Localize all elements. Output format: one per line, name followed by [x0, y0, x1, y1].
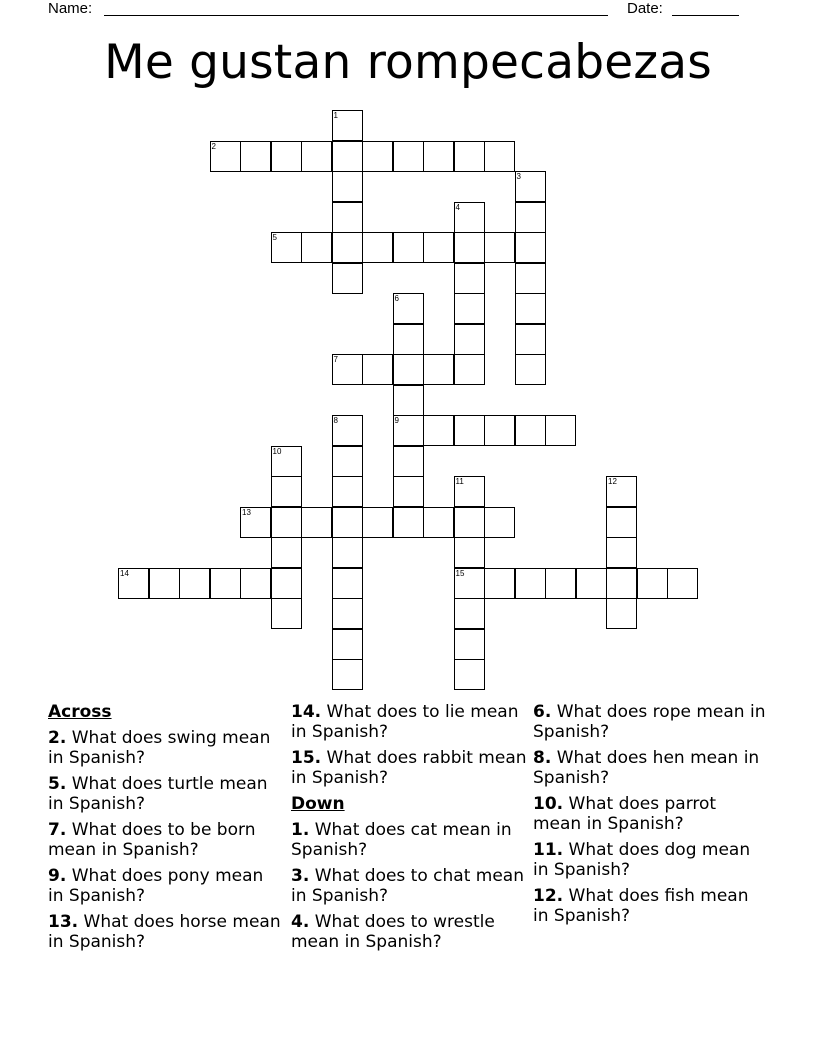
- grid-cell[interactable]: [362, 354, 393, 385]
- across-clue: [48, 728, 284, 768]
- grid-cell[interactable]: [149, 568, 180, 599]
- grid-cell[interactable]: [454, 629, 485, 660]
- grid-cell[interactable]: [606, 598, 637, 629]
- grid-cell[interactable]: [332, 537, 363, 568]
- down-clue: [533, 748, 769, 788]
- grid-cell[interactable]: [545, 568, 576, 599]
- clue-column-2: [291, 702, 527, 958]
- grid-cell[interactable]: [210, 141, 241, 172]
- grid-cell[interactable]: [332, 263, 363, 294]
- grid-cell[interactable]: [667, 568, 698, 599]
- grid-cell[interactable]: [484, 415, 515, 446]
- grid-cell[interactable]: [515, 415, 546, 446]
- grid-cell[interactable]: [393, 415, 424, 446]
- clue-number: 12.: [533, 886, 564, 906]
- cell-number: 6: [394, 294, 399, 303]
- grid-cell[interactable]: [271, 537, 302, 568]
- grid-cell[interactable]: [454, 659, 485, 690]
- name-label-text: Name:: [48, 0, 93, 17]
- clue-text: What does cat mean in Spanish?: [291, 820, 512, 860]
- grid-cell[interactable]: [332, 202, 363, 233]
- grid-cell[interactable]: [393, 354, 424, 385]
- grid-cell[interactable]: [271, 232, 302, 263]
- clue-column-1: [48, 702, 284, 958]
- grid-cell[interactable]: [271, 598, 302, 629]
- cell-number: 5: [272, 233, 277, 242]
- grid-cell[interactable]: [606, 568, 637, 599]
- grid-cell[interactable]: [606, 537, 637, 568]
- across-clue: [291, 748, 527, 788]
- grid-cell[interactable]: [332, 476, 363, 507]
- cell-number: 13: [242, 507, 251, 517]
- clue-number: 8.: [533, 748, 552, 768]
- grid-cell[interactable]: [271, 568, 302, 599]
- clue-number: 3.: [291, 866, 310, 886]
- grid-cell[interactable]: [362, 141, 393, 172]
- grid-cell[interactable]: [423, 232, 454, 263]
- grid-cell[interactable]: [606, 507, 637, 538]
- clue-text: What does to be born mean in Spanish?: [48, 820, 256, 860]
- clue-text: What does dog mean in Spanish?: [533, 840, 751, 880]
- cell-number: 14: [120, 568, 129, 578]
- across-clue: [48, 866, 284, 906]
- grid-cell[interactable]: [454, 293, 485, 324]
- grid-cell[interactable]: [332, 446, 363, 477]
- grid-cell[interactable]: [332, 598, 363, 629]
- grid-cell[interactable]: [515, 568, 546, 599]
- cell-number: 2: [211, 141, 216, 151]
- clue-text: What does rabbit mean in Spanish?: [291, 748, 527, 788]
- grid-cell[interactable]: [515, 324, 546, 355]
- grid-cell[interactable]: [271, 446, 302, 477]
- grid-cell[interactable]: [332, 568, 363, 599]
- grid-cell[interactable]: [240, 141, 271, 172]
- grid-cell[interactable]: [515, 202, 546, 233]
- clue-number: 7.: [48, 820, 67, 840]
- grid-cell[interactable]: [301, 232, 332, 263]
- cell-number: 8: [333, 416, 338, 425]
- clue-text: What does swing mean in Spanish?: [48, 728, 271, 768]
- grid-cell[interactable]: [454, 476, 485, 507]
- clue-number: 1.: [291, 820, 310, 840]
- clue-text: What does horse mean in Spanish?: [48, 912, 281, 952]
- across-clue: [291, 702, 527, 742]
- grid-cell[interactable]: [515, 263, 546, 294]
- clue-text: What does parrot mean in Spanish?: [533, 794, 717, 834]
- grid-cell[interactable]: [332, 141, 363, 172]
- down-clue: [533, 840, 769, 880]
- grid-cell[interactable]: [393, 446, 424, 477]
- clue-number: 6.: [533, 702, 552, 722]
- grid-cell[interactable]: [332, 354, 363, 385]
- clue-number: 4.: [291, 912, 310, 932]
- grid-cell[interactable]: [332, 659, 363, 690]
- grid-cell[interactable]: [271, 507, 302, 538]
- across-clue: [48, 774, 284, 814]
- cell-number: 3: [516, 172, 521, 181]
- grid-cell[interactable]: [515, 293, 546, 324]
- clue-number: 13.: [48, 912, 79, 932]
- grid-cell[interactable]: [210, 568, 241, 599]
- grid-cell[interactable]: [240, 568, 271, 599]
- grid-cell[interactable]: [484, 141, 515, 172]
- grid-cell[interactable]: [301, 141, 332, 172]
- across-clue: [48, 912, 284, 952]
- grid-cell[interactable]: [393, 476, 424, 507]
- down-clue: [291, 866, 527, 906]
- grid-cell[interactable]: [484, 232, 515, 263]
- grid-cell[interactable]: [484, 507, 515, 538]
- grid-cell[interactable]: [332, 171, 363, 202]
- grid-cell[interactable]: [332, 507, 363, 538]
- clue-number: 2.: [48, 728, 67, 748]
- grid-cell[interactable]: [240, 507, 271, 538]
- clue-number: 10.: [533, 794, 564, 814]
- grid-cell[interactable]: [454, 202, 485, 233]
- grid-cell[interactable]: [515, 354, 546, 385]
- cell-number: 15: [455, 568, 465, 578]
- grid-cell[interactable]: [332, 415, 363, 446]
- down-heading: Down: [291, 794, 345, 814]
- grid-cell[interactable]: [393, 141, 424, 172]
- cell-number: 9: [394, 416, 399, 425]
- clue-text: What does to chat mean in Spanish?: [291, 866, 524, 906]
- grid-cell[interactable]: [454, 507, 485, 538]
- grid-cell[interactable]: [393, 507, 424, 538]
- clue-text: What does pony mean in Spanish?: [48, 866, 264, 906]
- clue-number: 15.: [291, 748, 322, 768]
- across-heading: Across: [48, 702, 112, 722]
- grid-cell[interactable]: [332, 629, 363, 660]
- grid-cell[interactable]: [576, 568, 607, 599]
- cell-number: 12: [608, 477, 617, 486]
- grid-cell[interactable]: [484, 568, 515, 599]
- grid-cell[interactable]: [454, 232, 485, 263]
- down-clue: [533, 702, 769, 742]
- clue-column-3: [533, 702, 769, 932]
- grid-cell[interactable]: [454, 568, 485, 599]
- grid-cell[interactable]: [423, 507, 454, 538]
- grid-cell[interactable]: [637, 568, 668, 599]
- puzzle-title: Me gustan rompecabezas: [104, 35, 712, 90]
- clue-text: What does rope mean in Spanish?: [533, 702, 766, 742]
- clue-text: What does fish mean in Spanish?: [533, 886, 749, 926]
- grid-cell[interactable]: [271, 476, 302, 507]
- grid-cell[interactable]: [393, 293, 424, 324]
- grid-cell[interactable]: [515, 171, 546, 202]
- down-clue: [533, 794, 769, 834]
- clue-text: What does hen mean in Spanish?: [533, 748, 760, 788]
- grid-cell[interactable]: [454, 324, 485, 355]
- grid-cell[interactable]: [423, 415, 454, 446]
- grid-cell[interactable]: [454, 598, 485, 629]
- grid-cell[interactable]: [515, 232, 546, 263]
- clue-text: What does to wrestle mean in Spanish?: [291, 912, 495, 952]
- grid-cell[interactable]: [545, 415, 576, 446]
- down-clue: [291, 912, 527, 952]
- grid-cell[interactable]: [454, 537, 485, 568]
- cell-number: 11: [455, 477, 464, 486]
- clue-number: 11.: [533, 840, 564, 860]
- grid-cell[interactable]: [423, 354, 454, 385]
- clue-text: What does turtle mean in Spanish?: [48, 774, 268, 814]
- grid-cell[interactable]: [179, 568, 210, 599]
- cell-number: 4: [455, 202, 460, 212]
- grid-cell[interactable]: [393, 385, 424, 416]
- grid-cell[interactable]: [423, 141, 454, 172]
- grid-cell[interactable]: [393, 232, 424, 263]
- grid-cell[interactable]: [393, 324, 424, 355]
- clue-number: 14.: [291, 702, 322, 722]
- across-clue: [48, 820, 284, 860]
- grid-cell[interactable]: [332, 110, 363, 141]
- clue-number: 9.: [48, 866, 67, 886]
- grid-cell[interactable]: [332, 232, 363, 263]
- clue-text: What does to lie mean in Spanish?: [291, 702, 519, 742]
- grid-cell[interactable]: [301, 507, 332, 538]
- grid-cell[interactable]: [454, 354, 485, 385]
- grid-cell[interactable]: [454, 263, 485, 294]
- down-clue: [533, 886, 769, 926]
- grid-cell[interactable]: [118, 568, 149, 599]
- grid-cell[interactable]: [271, 141, 302, 172]
- cell-number: 7: [333, 355, 338, 364]
- clue-number: 5.: [48, 774, 67, 794]
- date-label-text: Date:: [627, 0, 663, 17]
- cell-number: 1: [333, 111, 338, 120]
- down-clue: [291, 820, 527, 860]
- grid-cell[interactable]: [362, 507, 393, 538]
- grid-cell[interactable]: [362, 232, 393, 263]
- grid-cell[interactable]: [454, 141, 485, 172]
- grid-cell[interactable]: [606, 476, 637, 507]
- cell-number: 10: [272, 446, 282, 456]
- grid-cell[interactable]: [454, 415, 485, 446]
